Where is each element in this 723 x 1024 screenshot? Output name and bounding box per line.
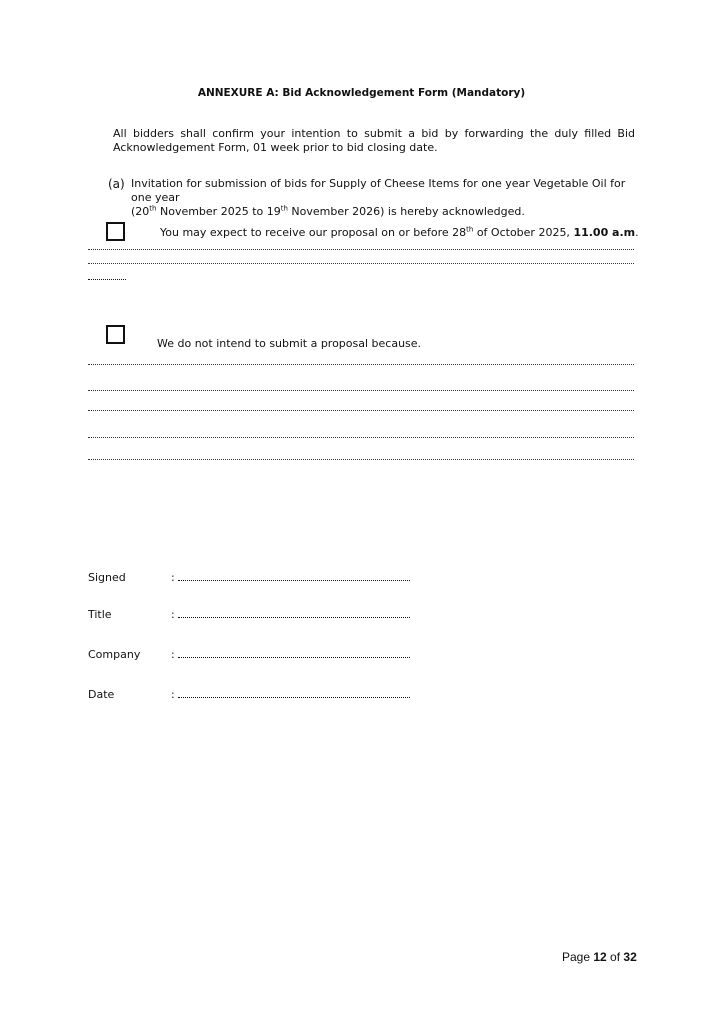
item-a-line-2: [131, 205, 641, 219]
page-total: 32: [623, 950, 637, 964]
date-colon: :: [171, 688, 175, 701]
decline-checkbox[interactable]: [106, 325, 125, 344]
decline-reason-line-4[interactable]: [88, 437, 634, 438]
text-fragment: of October 2025,: [473, 226, 574, 239]
of-word: of: [606, 950, 624, 964]
intro-line-2: Acknowledgement Form, 01 week prior to bid closing date.: [113, 141, 438, 154]
item-a-label: (a): [108, 177, 125, 191]
signed-colon: :: [171, 571, 175, 584]
intro-paragraph: [113, 127, 635, 155]
text-fragment: (20: [131, 205, 150, 218]
decline-option-text: We do not intend to submit a proposal because.: [157, 337, 422, 350]
accept-fill-line-2[interactable]: [88, 263, 634, 264]
form-title: ANNEXURE A: Bid Acknowledgement Form (Mandatory): [197, 87, 526, 99]
title-label: Title: [88, 608, 112, 621]
title-field[interactable]: [178, 617, 410, 618]
deadline-time: 11.00 a.m: [573, 226, 636, 239]
page-number: 12: [593, 950, 607, 964]
title-colon: :: [171, 608, 175, 621]
decline-reason-line-3[interactable]: [88, 410, 634, 411]
intro-line-1: All bidders shall confirm your intention to submit a bid by forwarding the duly filled Bid: [113, 127, 635, 140]
page-footer: [562, 950, 637, 964]
signed-label: Signed: [88, 571, 126, 584]
superscript: th: [149, 204, 157, 213]
decline-reason-line-1[interactable]: [88, 364, 634, 365]
accept-checkbox[interactable]: [106, 222, 125, 241]
accept-option-text: [160, 226, 639, 239]
date-field[interactable]: [178, 697, 410, 698]
text-fragment: November 2026) is hereby acknowledged.: [287, 205, 525, 218]
decline-reason-line-2[interactable]: [88, 390, 634, 391]
superscript: th: [280, 204, 288, 213]
text-fragment: .: [635, 226, 639, 239]
company-colon: :: [171, 648, 175, 661]
superscript: th: [466, 225, 474, 234]
text-fragment: You may expect to receive our proposal on or before 28: [160, 226, 467, 239]
item-a-text: [131, 177, 641, 219]
item-a-line-1: Invitation for submission of bids for Supply of Cheese Items for one year Vegetable Oil for one year: [131, 177, 626, 204]
accept-fill-line-1[interactable]: [88, 249, 634, 250]
company-field[interactable]: [178, 657, 410, 658]
company-label: Company: [88, 648, 141, 661]
decline-reason-line-5[interactable]: [88, 459, 634, 460]
page-word: Page: [562, 950, 594, 964]
accept-fill-line-3[interactable]: [88, 279, 126, 280]
signed-field[interactable]: [178, 580, 410, 581]
date-label: Date: [88, 688, 115, 701]
text-fragment: November 2025 to 19: [156, 205, 281, 218]
